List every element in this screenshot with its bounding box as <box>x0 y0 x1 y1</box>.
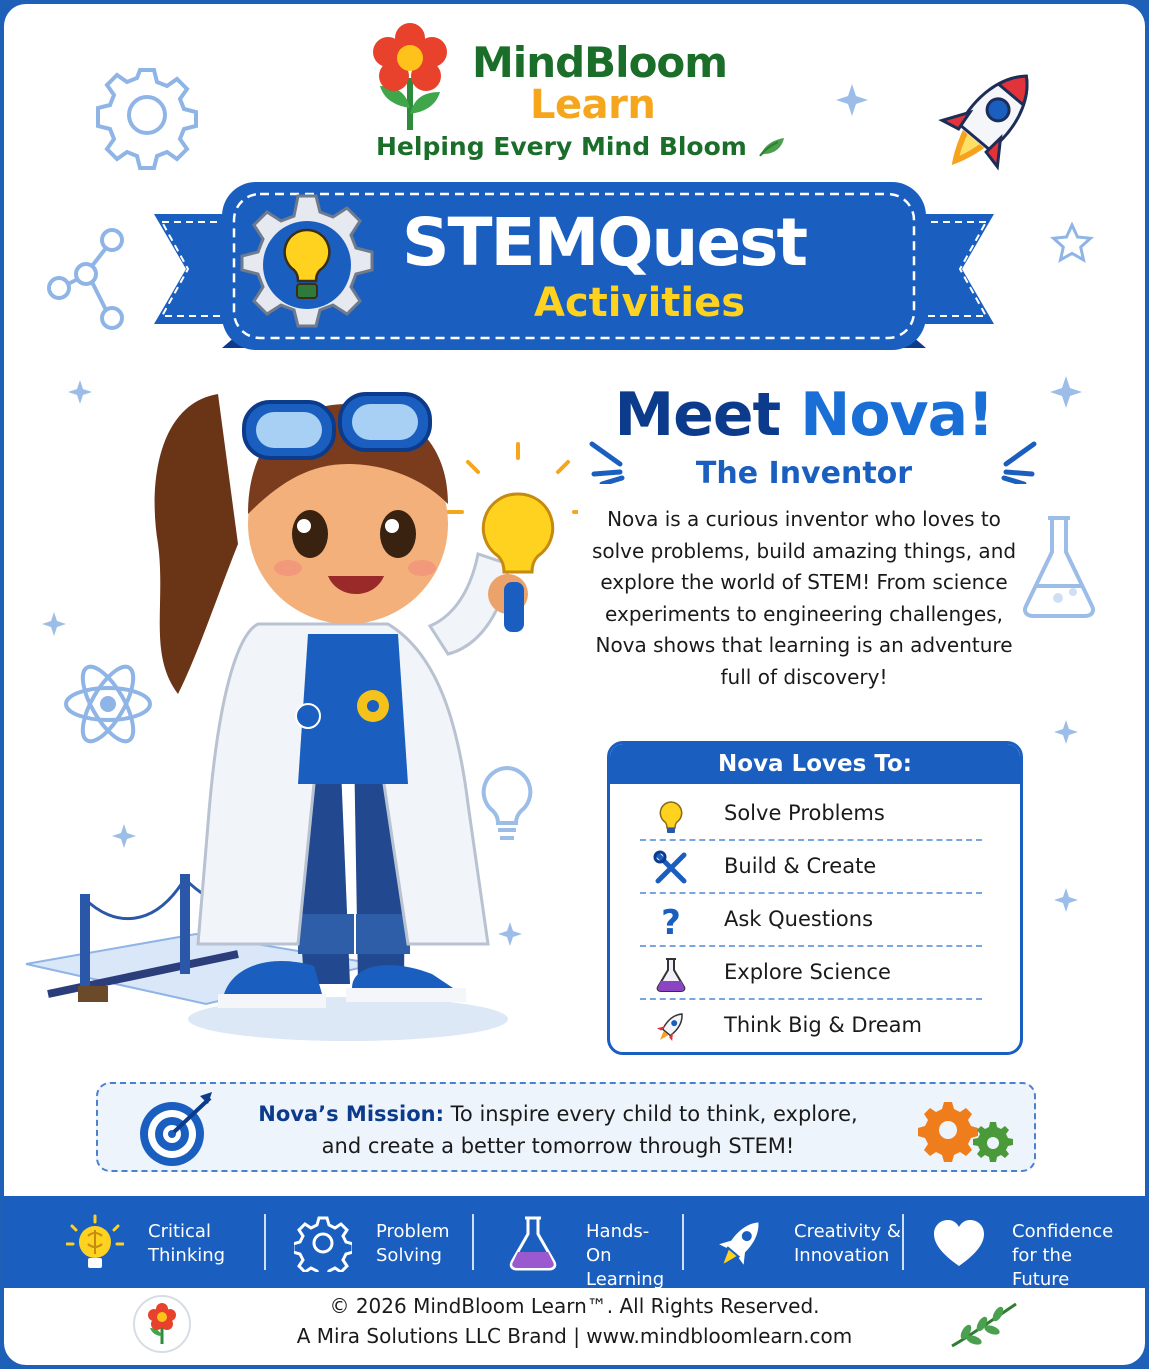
feature-item <box>66 1214 256 1270</box>
banner-subtitle: Activities <box>534 280 746 326</box>
feature-strip <box>4 1196 1145 1288</box>
divider <box>472 1214 474 1270</box>
mission-box <box>96 1082 1036 1172</box>
mission-text: To inspire every child to think, explore, and create a better tomorrow through STEM! <box>321 1102 858 1158</box>
mission-statement <box>238 1098 878 1162</box>
leaf-branch-icon <box>948 1300 1020 1350</box>
list-item <box>640 894 982 947</box>
intro-heading <box>564 380 1044 450</box>
feature-label: Confidence for the Future <box>1012 1221 1114 1290</box>
list-item <box>640 841 982 894</box>
feature-item <box>294 1214 464 1270</box>
divider <box>902 1214 904 1270</box>
target-icon <box>134 1090 218 1170</box>
list-item-label: Build & Create <box>724 854 877 878</box>
flask-icon <box>504 1214 562 1272</box>
loves-title: Nova Loves To: <box>610 744 1020 784</box>
list-item <box>640 1000 982 1053</box>
feature-item <box>930 1214 1130 1290</box>
divider <box>682 1214 684 1270</box>
rocket-icon <box>712 1214 770 1272</box>
lightbulb-icon <box>652 796 690 834</box>
svg-text:?: ? <box>661 903 681 940</box>
star-outline-icon <box>1050 222 1094 264</box>
list-item-label: Ask Questions <box>724 907 874 931</box>
flower-logo-icon <box>370 22 452 134</box>
footer-copyright: © 2026 MindBloom Learn™. All Rights Reserved. <box>329 1294 820 1318</box>
rocket-icon <box>652 1008 690 1046</box>
brand-name: MindBloom <box>472 38 728 87</box>
list-item <box>640 947 982 1000</box>
tools-icon <box>652 849 690 887</box>
intro-description: Nova is a curious inventor who loves to solve problems, build amazing things, and explore the world of STEM! From science experiments to engineering challenges, Nova shows that learning is an adventure full of discovery! <box>591 507 1017 689</box>
feature-label: Hands-On Learning <box>586 1221 665 1290</box>
gear-outline-icon <box>92 60 202 170</box>
brand-tagline <box>376 132 786 161</box>
beaker-outline-icon <box>1018 510 1100 620</box>
question-icon <box>652 902 690 940</box>
poster <box>4 4 1145 1365</box>
list-item-label: Solve Problems <box>724 801 885 825</box>
mission-label: Nova’s Mission: <box>258 1102 444 1126</box>
brain-bulb-icon <box>66 1214 124 1272</box>
intro-name: Nova! <box>800 380 994 450</box>
list-item-label: Explore Science <box>724 960 891 984</box>
list-item-label: Think Big & Dream <box>724 1013 923 1037</box>
leaf-icon <box>756 134 786 158</box>
tagline-text: Helping Every Mind Bloom <box>376 132 747 161</box>
footer-company: A Mira Solutions LLC Brand | www.mindbloomlearn.com <box>296 1324 853 1348</box>
feature-label: Critical Thinking <box>148 1221 226 1266</box>
gears-icon <box>918 1098 1018 1162</box>
brand-sub: Learn <box>530 82 656 128</box>
feature-label: Creativity & Innovation <box>794 1221 901 1266</box>
list-item <box>640 788 982 841</box>
gear-lightbulb-icon <box>232 190 382 340</box>
divider <box>264 1214 266 1270</box>
nova-character-illustration <box>18 354 578 1054</box>
feature-item <box>712 1214 902 1270</box>
gear-icon <box>294 1214 352 1272</box>
molecule-icon <box>44 226 134 336</box>
heart-icon <box>930 1214 988 1272</box>
flask-icon <box>652 955 690 993</box>
feature-label: Problem Solving <box>376 1221 450 1266</box>
banner-title: STEMQuest <box>402 204 807 281</box>
intro-meet: Meet <box>614 380 781 450</box>
intro-role: The Inventor <box>695 456 913 491</box>
feature-item <box>504 1214 674 1290</box>
loves-panel <box>607 741 1023 1055</box>
